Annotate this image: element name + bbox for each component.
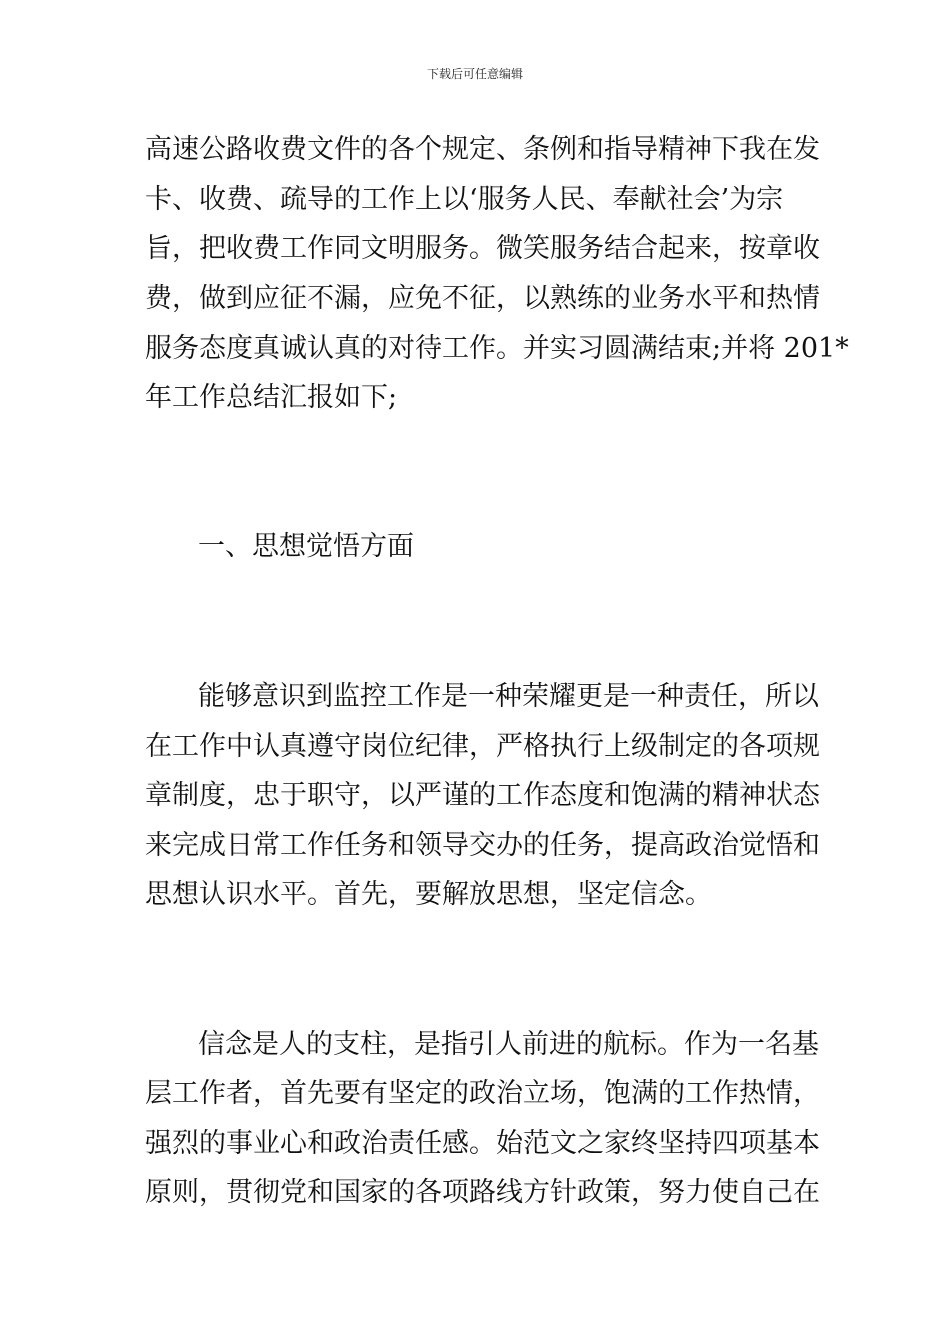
text-line: 层工作者，首先要有坚定的政治立场，饱满的工作热情， [145,1078,820,1109]
text-line: 在工作中认真遵守岗位纪律，严格执行上级制定的各项规 [145,731,820,762]
text-line: 高速公路收费文件的各个规定、条例和指导精神下我在发 [145,134,820,165]
text-line: 强烈的事业心和政治责任感。始范文之家终坚持四项基本 [145,1128,820,1159]
text-line: 思想认识水平。首先，要解放思想，坚定信念。 [145,879,712,910]
section-heading: 一、思想觉悟方面 [198,531,414,562]
text-line: 信念是人的支柱，是指引人前进的航标。作为一名基 [198,1029,819,1060]
text-line: 章制度，忠于职守，以严谨的工作态度和饱满的精神状态 [145,780,820,811]
text-line: 服务态度真诚认真的对待工作。并实习圆满结束;并将 201* [145,333,849,364]
text-line: 年工作总结汇报如下; [145,382,398,413]
text-line: 原则，贯彻党和国家的各项路线方针政策，努力使自己在 [145,1177,820,1208]
text-line: 来完成日常工作任务和领导交办的任务，提高政治觉悟和 [145,830,820,861]
text-line: 旨，把收费工作同文明服务。微笑服务结合起来，按章收 [145,233,820,264]
text-line: 能够意识到监控工作是一种荣耀更是一种责任，所以 [198,681,819,712]
text-line: 卡、收费、疏导的工作上以‘服务人民、奉献社会’为宗 [145,184,784,215]
text-line: 费，做到应征不漏，应免不征，以熟练的业务水平和热情 [145,283,820,314]
page-header-note: 下载后可任意编辑 [426,67,523,81]
